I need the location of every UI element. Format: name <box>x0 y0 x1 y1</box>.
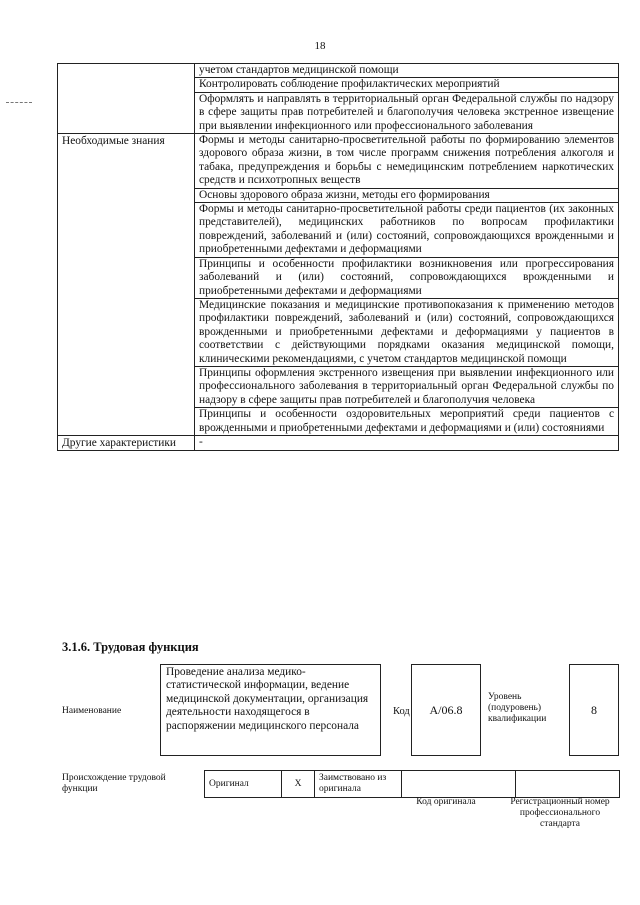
reg-number-cell <box>516 771 620 798</box>
borrowed-label: Заимствовано из оригинала <box>315 771 402 798</box>
origin-table <box>204 770 620 798</box>
table-row <box>58 435 619 450</box>
table-cell: учетом стандартов медицинской помощи <box>195 64 619 78</box>
level-label: Уровень (подуровень) квалификации <box>488 692 547 724</box>
code-label: Код <box>393 706 410 717</box>
original-label: Оригинал <box>205 771 282 798</box>
table-cell: Принципы и особенности профилактики возникновения или прогрессирования заболеваний и (или) состояний, сопровождающихся врожденными и приобретенными дефектами и деформациями <box>195 257 619 298</box>
table-cell: Формы и методы санитарно-просветительной работы по формированию элементов здорового образа жизни, в том числе программ снижения потребления алкоголя и табака, предупреждения и борьбы с немедицинским потреблением наркотических средств и психотропных веществ <box>195 134 619 189</box>
table-cell: Основы здорового образа жизни, методы его формирования <box>195 188 619 202</box>
code-value: A/06.8 <box>411 664 481 756</box>
table-cell: Формы и методы санитарно-просветительной работы среди пациентов (их законных представителей), медицинских работников по вопросам профилактики повреждений, заболеваний и (или) состояний, сопровождающихся врожденными и приобретенными дефектами и деформациями <box>195 203 619 258</box>
name-label: Наименование <box>62 706 122 716</box>
reg-number-caption: Регистрационный номер профессионального стандарта <box>510 797 610 829</box>
original-mark: X <box>282 771 315 798</box>
function-name: Проведение анализа медико-статистической информации, ведение медицинской документации, организация деятельности находящегося в распоряжении медицинского персонала <box>160 664 381 756</box>
row-label: Необходимые знания <box>58 134 195 436</box>
skills-table <box>57 63 619 451</box>
table-row <box>205 771 620 798</box>
code-original-cell <box>402 771 516 798</box>
table-cell: Оформлять и направлять в территориальный орган Федеральной службы по надзору в сфере защиты прав потребителей и благополучия человека экстренное извещение при выявлении инфекционного или профессионального заболевания <box>195 92 619 133</box>
table-cell: Контролировать соблюдение профилактических мероприятий <box>195 78 619 92</box>
table-row <box>58 134 619 189</box>
margin-mark <box>6 102 32 103</box>
row-label <box>58 64 195 134</box>
table-cell: Принципы и особенности оздоровительных мероприятий среди пациентов с врожденными и приобретенными дефектами и деформациями и (или) состояниями <box>195 408 619 436</box>
row-label: Другие характеристики <box>58 435 195 450</box>
code-original-caption: Код оригинала <box>416 797 476 807</box>
page-number: 18 <box>314 40 326 52</box>
table-cell: Медицинские показания и медицинские противопоказания к применению методов профилактики повреждений, заболеваний и (или) состояний, сопровождающихся врожденными и приобретенными дефектами и деформациями у пациентов в соответствии с действующими порядками оказания медицинской помощи, клиническими рекомендациями, с учетом стандартов медицинской помощи <box>195 298 619 366</box>
table-cell: - <box>195 435 619 450</box>
table-cell: Принципы оформления экстренного извещения при выявлении инфекционного или профессионального заболевания в территориальный орган Федеральной службы по надзору в сфере защиты прав потребителей и благополучия человека <box>195 366 619 407</box>
section-title: 3.1.6. Трудовая функция <box>62 640 199 654</box>
level-value: 8 <box>569 664 619 756</box>
table-row <box>58 64 619 78</box>
origin-label: Происхождение трудовой функции <box>62 773 166 794</box>
